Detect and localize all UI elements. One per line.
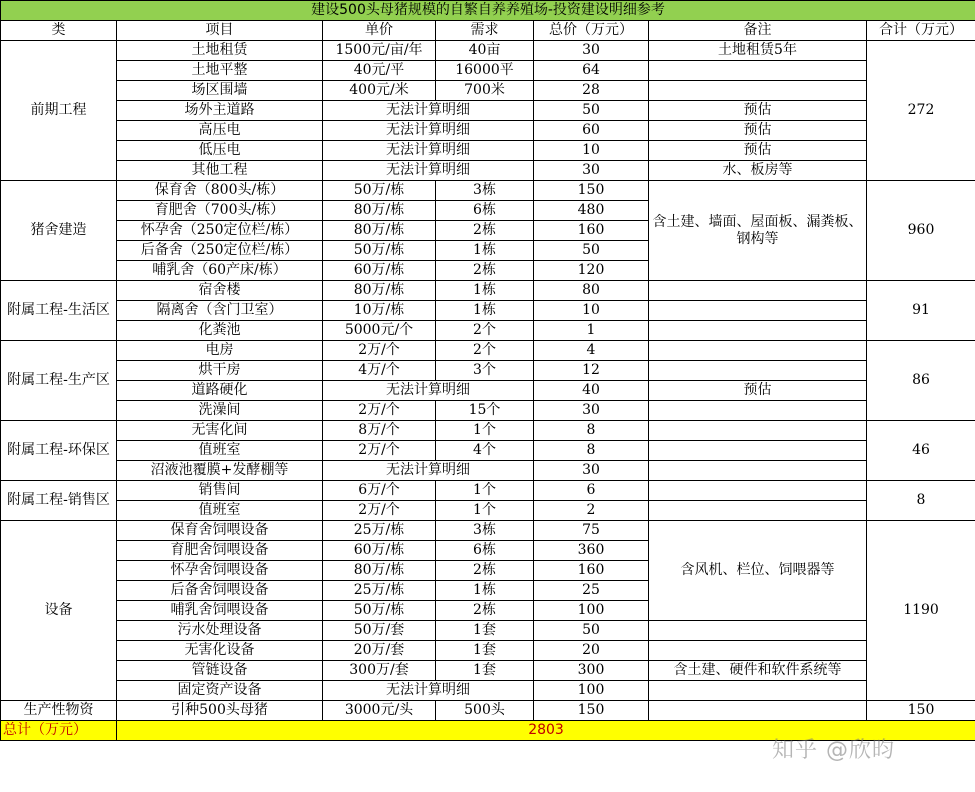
- category-cell: 附属工程-生产区: [1, 341, 117, 421]
- total-cell: 4: [534, 341, 649, 361]
- price-cell: 50万/栋: [323, 241, 436, 261]
- table-row: [1, 421, 975, 441]
- qty-cell: 2栋: [436, 261, 534, 281]
- price-cell: 60万/栋: [323, 261, 436, 281]
- table-row: [1, 381, 975, 401]
- price-cell: 20万/套: [323, 641, 436, 661]
- qty-cell: 3栋: [436, 181, 534, 201]
- note-cell: [649, 61, 867, 81]
- item-cell: 场区围墙: [117, 81, 323, 101]
- qty-cell: 15个: [436, 401, 534, 421]
- qty-cell: 2栋: [436, 221, 534, 241]
- total-cell: 30: [534, 461, 649, 481]
- no-detail-cell: 无法计算明细: [323, 381, 534, 401]
- table-row: [1, 441, 975, 461]
- price-cell: 10万/栋: [323, 301, 436, 321]
- total-cell: 8: [534, 421, 649, 441]
- table-row: [1, 81, 975, 101]
- note-cell: [649, 401, 867, 421]
- price-cell: 60万/栋: [323, 541, 436, 561]
- item-cell: 沼液池覆膜+发酵棚等: [117, 461, 323, 481]
- header-item: 项目: [117, 21, 323, 41]
- grand-total-value: 2803: [117, 721, 975, 741]
- note-cell: [649, 441, 867, 461]
- total-cell: 50: [534, 101, 649, 121]
- table-row: [1, 61, 975, 81]
- table-row: [1, 461, 975, 481]
- item-cell: 引种500头母猪: [117, 701, 323, 721]
- note-cell: 含土建、墙面、屋面板、漏粪板、钢构等: [649, 181, 867, 281]
- table-row: [1, 521, 975, 541]
- subtotal-cell: 91: [867, 281, 975, 341]
- qty-cell: 1套: [436, 621, 534, 641]
- qty-cell: 40亩: [436, 41, 534, 61]
- price-cell: 50万/栋: [323, 181, 436, 201]
- qty-cell: 1栋: [436, 301, 534, 321]
- qty-cell: 3栋: [436, 521, 534, 541]
- total-cell: 50: [534, 621, 649, 641]
- grand-total-row: [1, 721, 975, 741]
- table-row: [1, 101, 975, 121]
- item-cell: 道路硬化: [117, 381, 323, 401]
- table-row: [1, 181, 975, 201]
- note-cell: [649, 481, 867, 501]
- item-cell: 保育舍（800头/栋）: [117, 181, 323, 201]
- note-cell: [649, 641, 867, 661]
- total-cell: 150: [534, 181, 649, 201]
- header-total: 总价（万元）: [534, 21, 649, 41]
- price-cell: 50万/栋: [323, 601, 436, 621]
- category-cell: 附属工程-销售区: [1, 481, 117, 521]
- qty-cell: 2个: [436, 321, 534, 341]
- table-row: [1, 341, 975, 361]
- table-row: [1, 161, 975, 181]
- no-detail-cell: 无法计算明细: [323, 161, 534, 181]
- category-cell: 附属工程-环保区: [1, 421, 117, 481]
- grand-total-label: 总计（万元）: [1, 721, 117, 741]
- note-cell: [649, 81, 867, 101]
- note-cell: [649, 341, 867, 361]
- note-cell: 预估: [649, 381, 867, 401]
- item-cell: 电房: [117, 341, 323, 361]
- header-demand: 需求: [436, 21, 534, 41]
- no-detail-cell: 无法计算明细: [323, 101, 534, 121]
- item-cell: 销售间: [117, 481, 323, 501]
- price-cell: 2万/个: [323, 441, 436, 461]
- no-detail-cell: 无法计算明细: [323, 121, 534, 141]
- item-cell: 土地租赁: [117, 41, 323, 61]
- price-cell: 25万/栋: [323, 581, 436, 601]
- subtotal-cell: 272: [867, 41, 975, 181]
- total-cell: 30: [534, 401, 649, 421]
- total-cell: 100: [534, 681, 649, 701]
- note-cell: [649, 281, 867, 301]
- item-cell: 保育舍饲喂设备: [117, 521, 323, 541]
- price-cell: 80万/栋: [323, 221, 436, 241]
- total-cell: 80: [534, 281, 649, 301]
- table-row: [1, 281, 975, 301]
- price-cell: 3000元/头: [323, 701, 436, 721]
- qty-cell: 1套: [436, 661, 534, 681]
- note-cell: 土地租赁5年: [649, 41, 867, 61]
- note-cell: 含风机、栏位、饲喂器等: [649, 521, 867, 621]
- qty-cell: 500头: [436, 701, 534, 721]
- table-row: [1, 621, 975, 641]
- note-cell: 预估: [649, 141, 867, 161]
- note-cell: 水、板房等: [649, 161, 867, 181]
- price-cell: 25万/栋: [323, 521, 436, 541]
- qty-cell: 1套: [436, 641, 534, 661]
- table-title: 建设500头母猪规模的自繁自养养殖场-投资建设明细参考: [1, 1, 975, 21]
- qty-cell: 1个: [436, 481, 534, 501]
- item-cell: 场外主道路: [117, 101, 323, 121]
- total-cell: 12: [534, 361, 649, 381]
- category-cell: 设备: [1, 521, 117, 701]
- table-row: [1, 321, 975, 341]
- table-row: [1, 681, 975, 701]
- item-cell: 怀孕舍（250定位栏/栋）: [117, 221, 323, 241]
- price-cell: 80万/栋: [323, 281, 436, 301]
- item-cell: 值班室: [117, 501, 323, 521]
- item-cell: 化粪池: [117, 321, 323, 341]
- item-cell: 高压电: [117, 121, 323, 141]
- price-cell: 2万/个: [323, 401, 436, 421]
- total-cell: 160: [534, 561, 649, 581]
- total-cell: 40: [534, 381, 649, 401]
- table-row: [1, 481, 975, 501]
- qty-cell: 1栋: [436, 241, 534, 261]
- category-cell: 前期工程: [1, 41, 117, 181]
- total-cell: 100: [534, 601, 649, 621]
- subtotal-cell: 8: [867, 481, 975, 521]
- item-cell: 污水处理设备: [117, 621, 323, 641]
- item-cell: 育肥舍饲喂设备: [117, 541, 323, 561]
- subtotal-cell: 150: [867, 701, 975, 721]
- qty-cell: 2栋: [436, 561, 534, 581]
- price-cell: 5000元/个: [323, 321, 436, 341]
- subtotal-cell: 1190: [867, 521, 975, 701]
- table-row: [1, 301, 975, 321]
- subtotal-cell: 46: [867, 421, 975, 481]
- note-cell: [649, 321, 867, 341]
- qty-cell: 3个: [436, 361, 534, 381]
- qty-cell: 1个: [436, 421, 534, 441]
- header-unit-price: 单价: [323, 21, 436, 41]
- qty-cell: 700米: [436, 81, 534, 101]
- total-cell: 50: [534, 241, 649, 261]
- subtotal-cell: 960: [867, 181, 975, 281]
- price-cell: 2万/个: [323, 341, 436, 361]
- qty-cell: 2个: [436, 341, 534, 361]
- total-cell: 480: [534, 201, 649, 221]
- total-cell: 360: [534, 541, 649, 561]
- no-detail-cell: 无法计算明细: [323, 461, 534, 481]
- item-cell: 其他工程: [117, 161, 323, 181]
- price-cell: 300万/套: [323, 661, 436, 681]
- item-cell: 无害化间: [117, 421, 323, 441]
- qty-cell: 16000平: [436, 61, 534, 81]
- category-cell: 猪舍建造: [1, 181, 117, 281]
- price-cell: 2万/个: [323, 501, 436, 521]
- table-row: [1, 661, 975, 681]
- qty-cell: 4个: [436, 441, 534, 461]
- note-cell: [649, 621, 867, 641]
- table-row: [1, 401, 975, 421]
- item-cell: 怀孕舍饲喂设备: [117, 561, 323, 581]
- total-cell: 10: [534, 301, 649, 321]
- total-cell: 75: [534, 521, 649, 541]
- note-cell: [649, 361, 867, 381]
- note-cell: [649, 681, 867, 701]
- total-cell: 300: [534, 661, 649, 681]
- total-cell: 1: [534, 321, 649, 341]
- total-cell: 30: [534, 161, 649, 181]
- table-row: [1, 701, 975, 721]
- price-cell: 80万/栋: [323, 561, 436, 581]
- total-cell: 28: [534, 81, 649, 101]
- price-cell: 80万/栋: [323, 201, 436, 221]
- note-cell: 含土建、硬件和软件系统等: [649, 661, 867, 681]
- note-cell: [649, 301, 867, 321]
- qty-cell: 6栋: [436, 541, 534, 561]
- item-cell: 哺乳舍（60产床/栋）: [117, 261, 323, 281]
- category-cell: 生产性物资: [1, 701, 117, 721]
- qty-cell: 1个: [436, 501, 534, 521]
- note-cell: [649, 501, 867, 521]
- category-cell: 附属工程-生活区: [1, 281, 117, 341]
- qty-cell: 1栋: [436, 581, 534, 601]
- header-subtotal: 合计（万元）: [867, 21, 975, 41]
- header-row: [1, 21, 975, 41]
- total-cell: 10: [534, 141, 649, 161]
- item-cell: 后备舍（250定位栏/栋）: [117, 241, 323, 261]
- header-note: 备注: [649, 21, 867, 41]
- item-cell: 宿舍楼: [117, 281, 323, 301]
- item-cell: 固定资产设备: [117, 681, 323, 701]
- total-cell: 6: [534, 481, 649, 501]
- header-category: 类: [1, 21, 117, 41]
- total-cell: 150: [534, 701, 649, 721]
- price-cell: 8万/个: [323, 421, 436, 441]
- table-row: [1, 141, 975, 161]
- item-cell: 洗澡间: [117, 401, 323, 421]
- no-detail-cell: 无法计算明细: [323, 681, 534, 701]
- total-cell: 60: [534, 121, 649, 141]
- item-cell: 土地平整: [117, 61, 323, 81]
- total-cell: 160: [534, 221, 649, 241]
- table-row: [1, 41, 975, 61]
- item-cell: 值班室: [117, 441, 323, 461]
- subtotal-cell: 86: [867, 341, 975, 421]
- table-row: [1, 501, 975, 521]
- item-cell: 育肥舍（700头/栋）: [117, 201, 323, 221]
- item-cell: 无害化设备: [117, 641, 323, 661]
- price-cell: 1500元/亩/年: [323, 41, 436, 61]
- no-detail-cell: 无法计算明细: [323, 141, 534, 161]
- item-cell: 后备舍饲喂设备: [117, 581, 323, 601]
- note-cell: [649, 701, 867, 721]
- note-cell: [649, 421, 867, 441]
- table-row: [1, 121, 975, 141]
- total-cell: 20: [534, 641, 649, 661]
- price-cell: 400元/米: [323, 81, 436, 101]
- price-cell: 50万/套: [323, 621, 436, 641]
- total-cell: 64: [534, 61, 649, 81]
- total-cell: 30: [534, 41, 649, 61]
- price-cell: 6万/个: [323, 481, 436, 501]
- title-row: [1, 1, 975, 21]
- qty-cell: 2栋: [436, 601, 534, 621]
- total-cell: 2: [534, 501, 649, 521]
- total-cell: 25: [534, 581, 649, 601]
- item-cell: 低压电: [117, 141, 323, 161]
- note-cell: 预估: [649, 121, 867, 141]
- qty-cell: 6栋: [436, 201, 534, 221]
- item-cell: 隔离舍（含门卫室）: [117, 301, 323, 321]
- price-cell: 4万/个: [323, 361, 436, 381]
- price-cell: 40元/平: [323, 61, 436, 81]
- table-row: [1, 641, 975, 661]
- total-cell: 120: [534, 261, 649, 281]
- total-cell: 8: [534, 441, 649, 461]
- item-cell: 烘干房: [117, 361, 323, 381]
- item-cell: 管链设备: [117, 661, 323, 681]
- qty-cell: 1栋: [436, 281, 534, 301]
- note-cell: 预估: [649, 101, 867, 121]
- note-cell: [649, 461, 867, 481]
- table-row: [1, 361, 975, 381]
- watermark: 知乎 @欣昀: [772, 738, 895, 763]
- item-cell: 哺乳舍饲喂设备: [117, 601, 323, 621]
